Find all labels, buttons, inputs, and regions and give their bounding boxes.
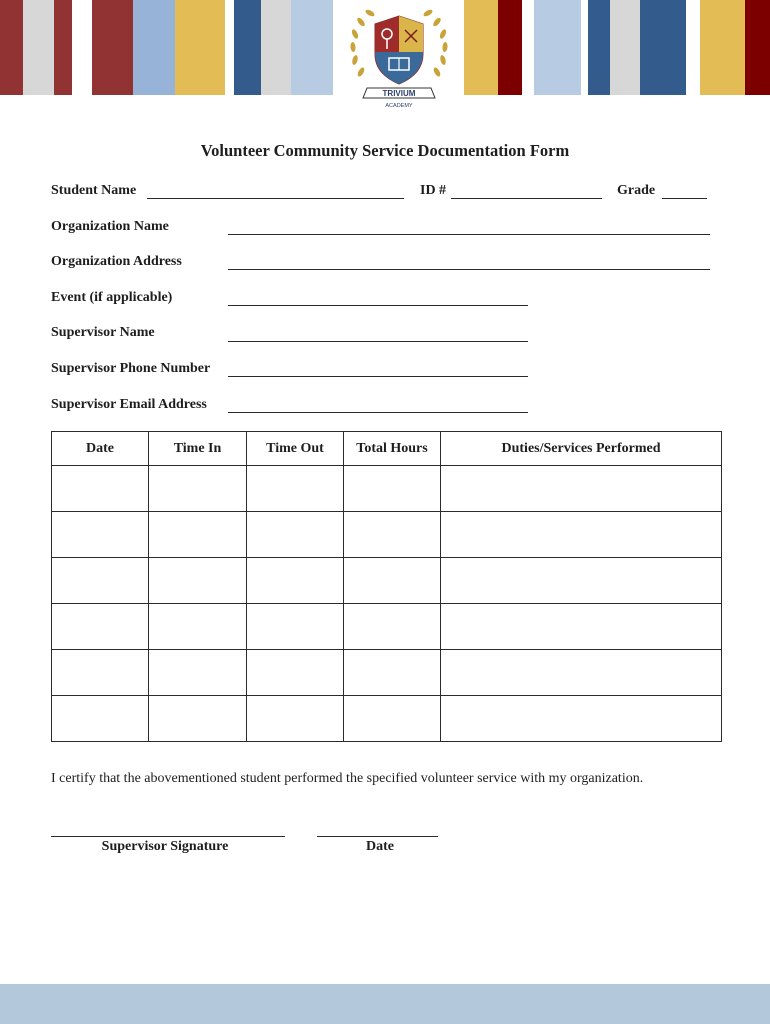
stripe — [0, 0, 23, 95]
table-cell[interactable] — [344, 696, 441, 742]
organization-name-label: Organization Name — [51, 219, 169, 234]
grade-field[interactable] — [662, 198, 707, 199]
student-name-label: Student Name — [51, 183, 137, 198]
stripe — [291, 0, 333, 95]
organization-address-field[interactable] — [228, 269, 710, 270]
table-cell[interactable] — [441, 696, 722, 742]
stripe — [23, 0, 54, 95]
supervisor-phone-label: Supervisor Phone Number — [51, 361, 211, 376]
service-log-table — [51, 431, 722, 742]
stripe — [498, 0, 522, 95]
supervisor-name-label: Supervisor Name — [51, 325, 155, 340]
id-field[interactable] — [451, 198, 602, 199]
event-field[interactable] — [228, 305, 528, 306]
table-cell[interactable] — [52, 604, 149, 650]
organization-name-field[interactable] — [228, 234, 710, 235]
signature-date-label: Date — [366, 839, 394, 854]
footer-band — [0, 984, 770, 1024]
table-cell[interactable] — [247, 604, 344, 650]
table-row — [52, 512, 722, 558]
supervisor-phone-field[interactable] — [228, 376, 528, 377]
stripe — [175, 0, 225, 95]
signature-date-field[interactable] — [317, 836, 438, 837]
logo-wordmark: TRIVIUM — [382, 89, 416, 98]
table-row — [52, 604, 722, 650]
table-cell[interactable] — [149, 558, 247, 604]
stripe — [700, 0, 745, 95]
column-header-duties: Duties/Services Performed — [441, 432, 722, 466]
table-cell[interactable] — [149, 512, 247, 558]
table-cell[interactable] — [149, 696, 247, 742]
table-cell[interactable] — [52, 650, 149, 696]
table-cell[interactable] — [441, 604, 722, 650]
stripe — [610, 0, 640, 95]
stripe — [234, 0, 261, 95]
table-cell[interactable] — [247, 696, 344, 742]
table-cell[interactable] — [247, 512, 344, 558]
student-name-field[interactable] — [147, 198, 404, 199]
stripe — [54, 0, 72, 95]
table-cell[interactable] — [149, 466, 247, 512]
supervisor-email-field[interactable] — [228, 412, 528, 413]
table-row — [52, 696, 722, 742]
column-header-time-in: Time In — [149, 432, 247, 466]
grade-label: Grade — [617, 183, 656, 198]
stripe — [464, 0, 498, 95]
stripe — [534, 0, 581, 95]
stripe — [745, 0, 770, 95]
column-header-total-hours: Total Hours — [344, 432, 441, 466]
stripe — [588, 0, 610, 95]
supervisor-email-label: Supervisor Email Address — [51, 397, 207, 412]
logo-subtext: ACADEMY — [385, 103, 413, 109]
table-header-row — [52, 432, 722, 466]
table-cell[interactable] — [344, 512, 441, 558]
certification-statement: I certify that the abovementioned student performed the specified volunteer service with my organization. — [51, 771, 644, 786]
stripe — [92, 0, 133, 95]
table-row — [52, 650, 722, 696]
table-cell[interactable] — [344, 558, 441, 604]
column-header-time-out: Time Out — [247, 432, 344, 466]
table-cell[interactable] — [441, 466, 722, 512]
table-cell[interactable] — [247, 650, 344, 696]
supervisor-signature-field[interactable] — [51, 836, 285, 837]
table-row — [52, 466, 722, 512]
table-cell[interactable] — [441, 558, 722, 604]
column-header-date: Date — [52, 432, 149, 466]
stripe — [261, 0, 291, 95]
id-label: ID # — [420, 183, 447, 198]
supervisor-signature-label: Supervisor Signature — [101, 839, 229, 854]
table-cell[interactable] — [344, 604, 441, 650]
table-cell[interactable] — [247, 558, 344, 604]
supervisor-name-field[interactable] — [228, 341, 528, 342]
organization-address-label: Organization Address — [51, 254, 182, 269]
table-cell[interactable] — [441, 512, 722, 558]
table-cell[interactable] — [52, 696, 149, 742]
table-cell[interactable] — [344, 650, 441, 696]
table-cell[interactable] — [149, 604, 247, 650]
table-cell[interactable] — [247, 466, 344, 512]
table-cell[interactable] — [441, 650, 722, 696]
table-cell[interactable] — [344, 466, 441, 512]
trivium-academy-logo — [343, 2, 455, 110]
form-title: Volunteer Community Service Documentation Form — [200, 141, 570, 160]
stripe — [133, 0, 175, 95]
table-cell[interactable] — [52, 466, 149, 512]
table-cell[interactable] — [52, 512, 149, 558]
table-cell[interactable] — [52, 558, 149, 604]
stripe — [640, 0, 686, 95]
table-cell[interactable] — [149, 650, 247, 696]
table-row — [52, 558, 722, 604]
event-label: Event (if applicable) — [51, 290, 173, 305]
